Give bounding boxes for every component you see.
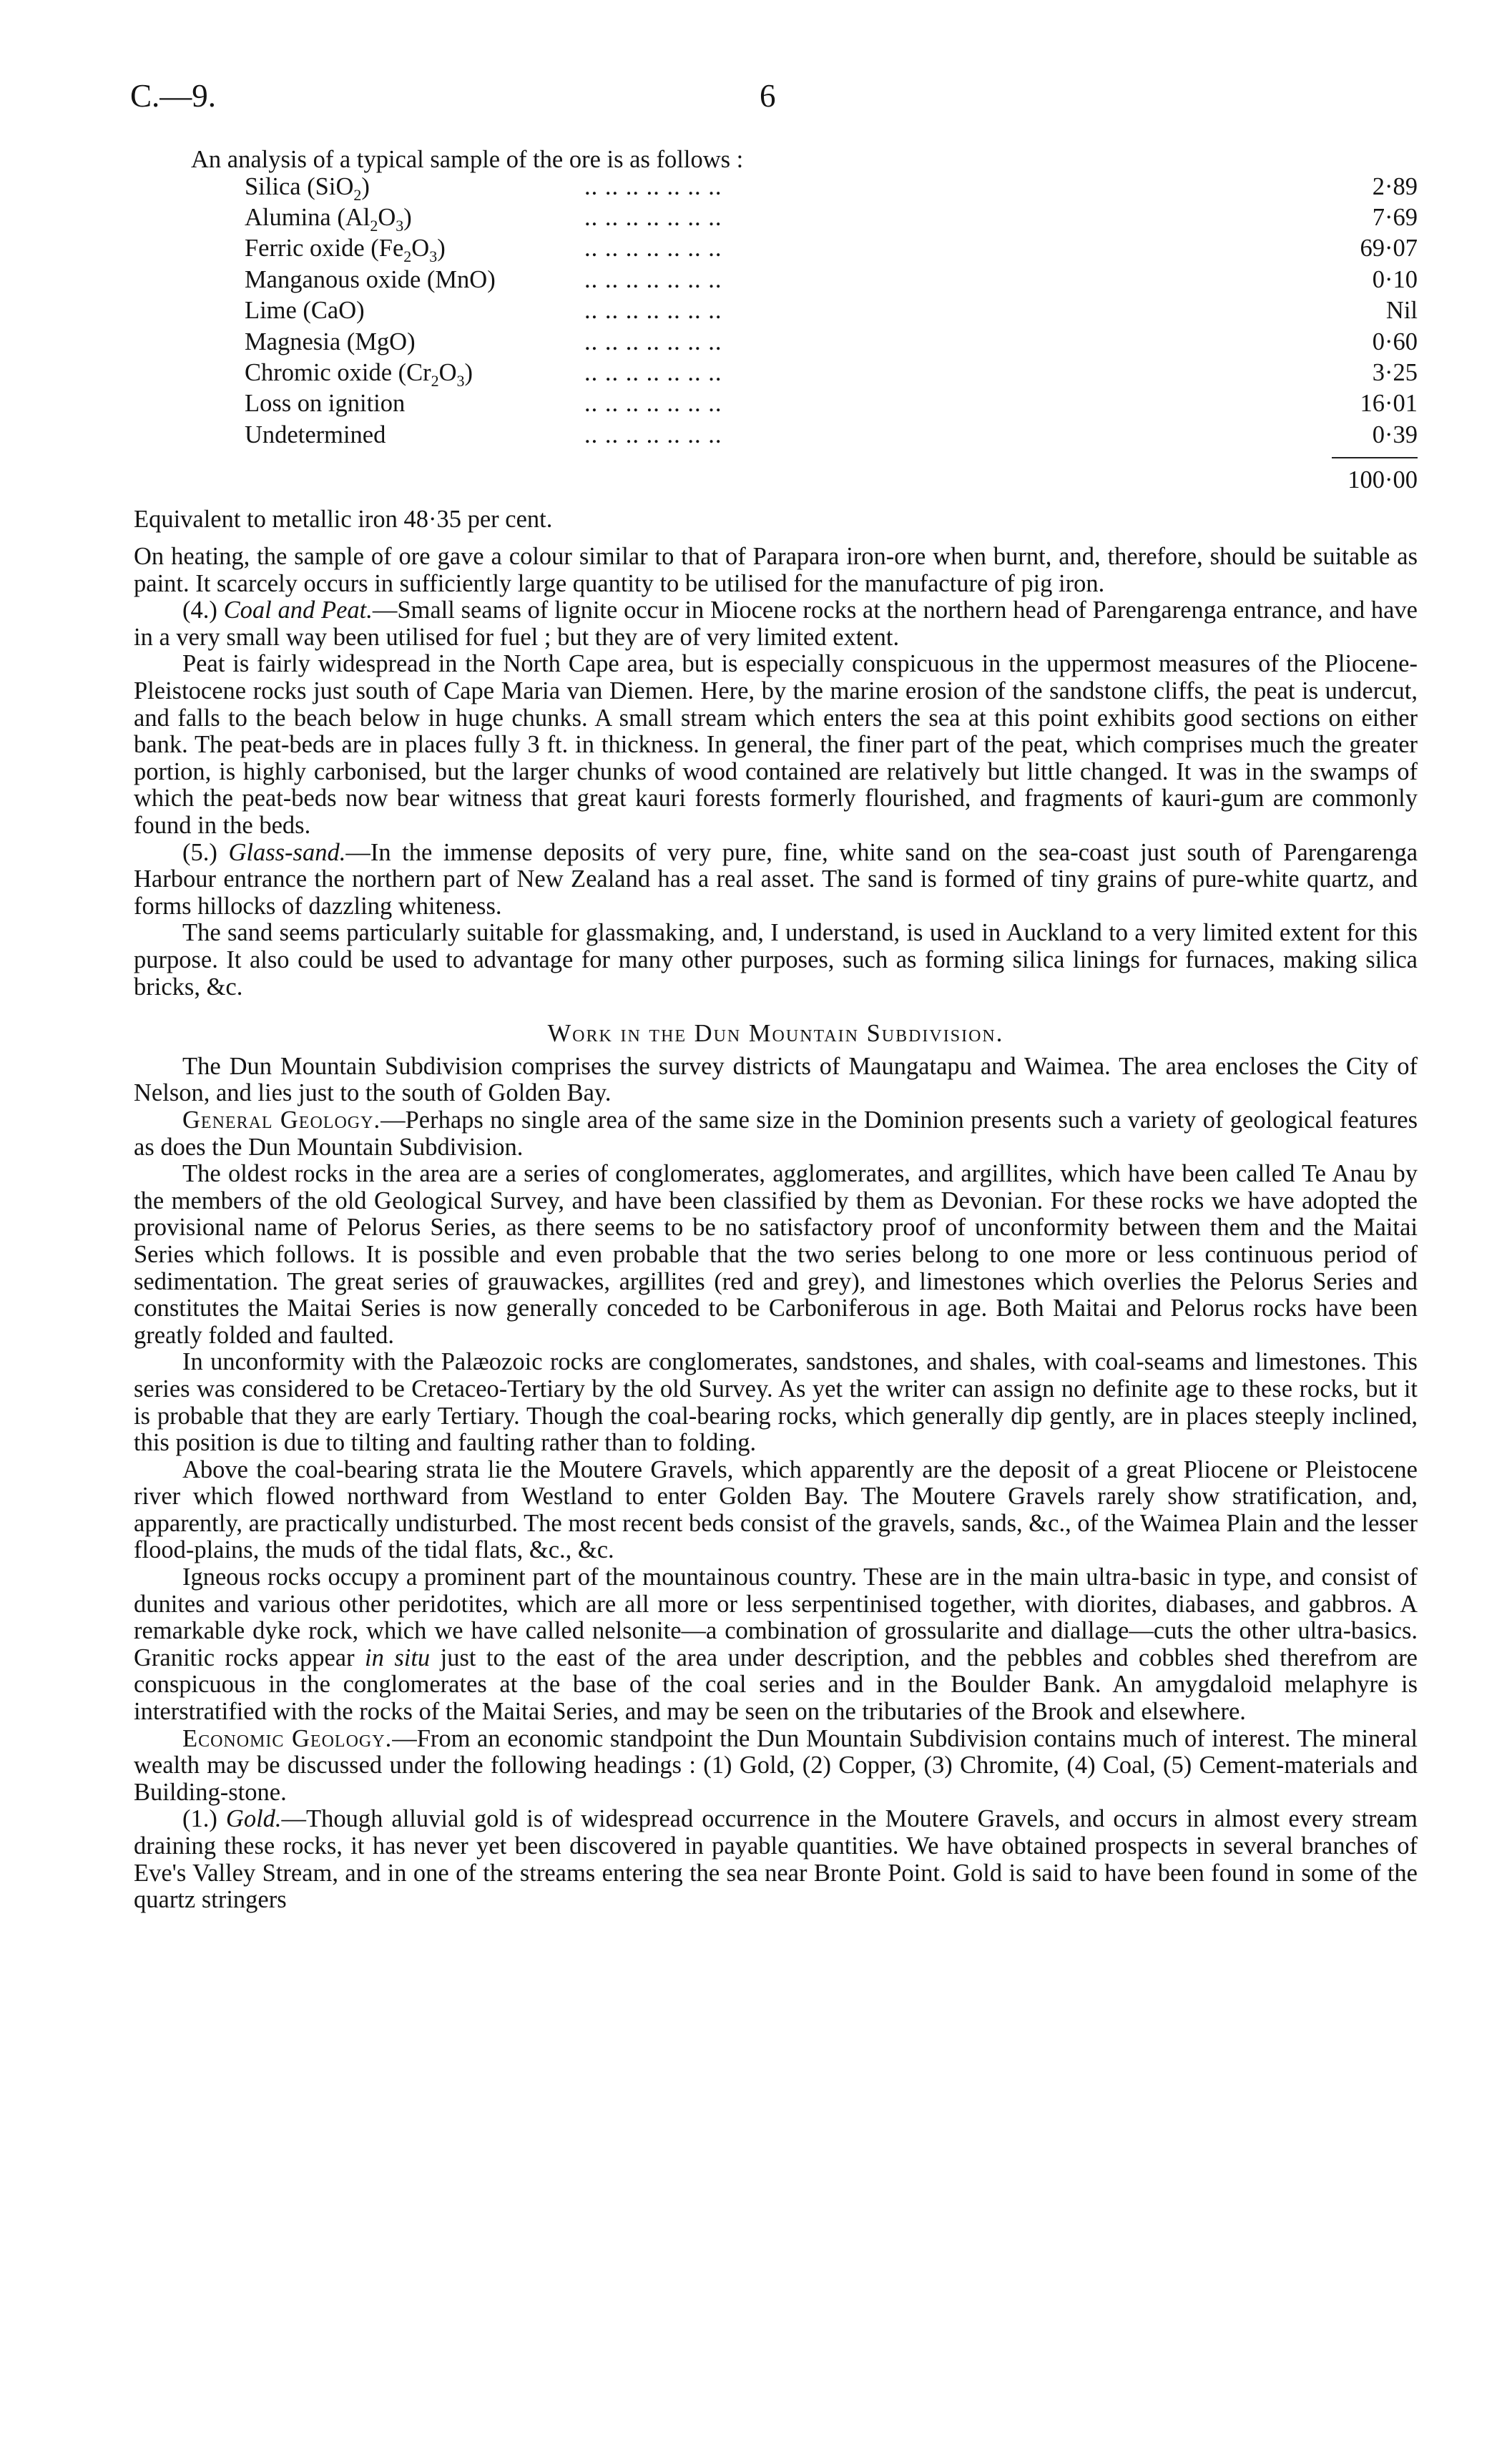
paragraph-coal: (4.) Coal and Peat.—Small seams of lignite occur in Miocene rocks at the northern head of Parengarenga entrance, and have in a very small way been utilised for fuel ; but they are of very limited extent. bbox=[134, 596, 1418, 651]
row-label: Undetermined bbox=[245, 421, 386, 448]
paragraph-general-geology: General Geology.—Perhaps no single area of the same size in the Dominion presents such a variety of geological features as does the Dun Mountain Subdivision. bbox=[134, 1106, 1418, 1161]
table-row bbox=[245, 205, 1418, 235]
leader-dots: .. .. .. .. .. .. .. bbox=[584, 172, 722, 200]
paragraph-unconformity: In unconformity with the Palæozoic rocks are conglomerates, sandstones, and shales, with coal-seams and limestones. This series was considered to be Cretaceo-Tertiary by the old Survey. As yet the writer can assign no definite age to these rocks, but it is probable that they are early Tertiary. Though the coal-bearing rocks, which generally dip gently, are in places steeply inclined, this position is due to tilting and faulting rather than to folding. bbox=[134, 1348, 1418, 1457]
leader-dots: .. .. .. .. .. .. .. bbox=[584, 390, 722, 418]
table-row bbox=[245, 422, 1418, 453]
table-row bbox=[245, 267, 1418, 298]
row-value: 3·25 bbox=[1372, 358, 1418, 386]
paragraph-economic-geology: Economic Geology.—From an economic standpoint the Dun Mountain Subdivision contains much of interest. The mineral wealth may be discussed under the following headings : (1) Gold, (2) Copper, (3) Chromite, (4) Coal, (5) Cement-materials and Building-stone. bbox=[134, 1724, 1418, 1806]
row-label: Silica (SiO$_2$) bbox=[245, 172, 370, 204]
paragraph-dun: The Dun Mountain Subdivision comprises the survey districts of Maungatapu and Waimea. The area encloses the City of Nelson, and lies just to the south of Golden Bay. bbox=[134, 1052, 1418, 1107]
paragraph-sand: The sand seems particularly suitable for glassmaking, and, I understand, is used in Auckland to a very limited extent for this purpose. It also could be used to advantage for many other purposes, such as forming silica linings for furnaces, making silica bricks, &c. bbox=[134, 919, 1418, 1001]
row-label: Chromic oxide $(Cr_2O_3)$ bbox=[245, 358, 473, 390]
table-row bbox=[245, 235, 1418, 266]
row-value: 16·01 bbox=[1360, 390, 1418, 418]
row-label: Manganous oxide (MnO) bbox=[245, 265, 496, 293]
coal-heading: Coal and Peat. bbox=[223, 596, 373, 624]
row-label: Loss on ignition bbox=[245, 390, 406, 418]
table-row bbox=[245, 298, 1418, 328]
total-row bbox=[245, 453, 1418, 506]
table-row bbox=[245, 391, 1418, 421]
table-row bbox=[245, 174, 1418, 205]
paragraph-moutere: Above the coal-bearing strata lie the Moutere Gravels, which apparently are the deposit of a great Pliocene or Pleistocene river which flowed northward from Westland to enter Golden Bay. The Moutere Gravels rarely show stratification, and, apparently, are practically undisturbed. The most recent beds consist of the gravels, sands, &c., of the Waimea Plain and the lesser flood-plains, the muds of the tidal flats, &c., &c. bbox=[134, 1455, 1418, 1564]
row-label: Alumina $(Al_2O_3)$ bbox=[245, 203, 412, 235]
row-value: 0·10 bbox=[1372, 265, 1418, 293]
row-value: 7·69 bbox=[1372, 203, 1418, 231]
analysis-table bbox=[245, 174, 1418, 507]
paragraph-heating: On heating, the sample of ore gave a colour similar to that of Parapara iron-ore when burnt, and, therefore, should be suitable as paint. It scarcely occurs in sufficiently large quantity to be utilised for the manufacture of pig iron. bbox=[134, 543, 1418, 597]
general-geology-heading: General Geology. bbox=[182, 1106, 381, 1134]
page-body bbox=[134, 147, 1418, 1914]
row-value: 0·60 bbox=[1372, 328, 1418, 355]
row-value: 69·07 bbox=[1360, 235, 1418, 262]
row-label: Magnesia (MgO) bbox=[245, 328, 416, 355]
leader-dots: .. .. .. .. .. .. .. bbox=[584, 265, 722, 293]
row-value: 0·39 bbox=[1372, 421, 1418, 448]
section-heading: Work in the Dun Mountain Subdivision. bbox=[547, 1020, 1004, 1048]
row-value: 2·89 bbox=[1372, 172, 1418, 200]
leader-dots: .. .. .. .. .. .. .. bbox=[584, 421, 722, 448]
paragraph-gold: (1.) Gold.—Though alluvial gold is of widespread occurrence in the Moutere Gravels, and occurs in almost every stream draining these rocks, it has never yet been discovered in payable quantities. We have obtained prospects in several branches of Eve's Valley Stream, and in one of the streams entering the sea near Bronte Point. Gold is said to have been found in some of the quartz stringers bbox=[134, 1805, 1418, 1914]
paragraph-igneous: Igneous rocks occupy a prominent part of the mountainous country. These are in the main ultra-basic in type, and consist of dunites and various other peridotites, which are all more or less serpentinised together, with diorites, diabases, and gabbros. A remarkable dyke rock, which we have called nelsonite—a combination of grossularite and diallage—cuts the other ultra-basics. Granitic rocks appear in situ just to the east of the area under description, and the pebbles and cobbles shed therefrom are conspicuous in the conglomerates at the base of the coal series and in the Boulder Bank. An amygdaloid melaphyre is interstratified with the rocks of the Maitai Series, and may be seen on the tributaries of the Brook and elsewhere. bbox=[134, 1563, 1418, 1726]
document-reference: C.—9. bbox=[130, 78, 217, 114]
economic-geology-heading: Economic Geology. bbox=[182, 1724, 393, 1752]
leader-dots: .. .. .. .. .. .. .. bbox=[584, 203, 722, 231]
paragraph-peat: Peat is fairly widespread in the North Cape area, but is especially conspicuous in the uppermost measures of the Pliocene-Pleistocene rocks just south of Cape Maria van Diemen. Here, by the marine erosion of the sandstone cliffs, the peat is undercut, and falls to the beach below in huge chunks. A small stream which enters the sea at this point exhibits good sections on either bank. The peat-beds are in places fully 3 ft. in thickness. In general, the finer part of the peat, which comprises much the greater portion, is highly carbonised, but the larger chunks of wood contained are relatively but little changed. It was in the swamps of which the peat-beds now bear witness that great kauri forests formerly flourished, and fragments of kauri-gum are commonly found in the beds. bbox=[134, 650, 1418, 840]
analysis-intro: An analysis of a typical sample of the ore is as follows : bbox=[191, 146, 744, 173]
total-value: 100·00 bbox=[1347, 466, 1418, 494]
leader-dots: .. .. .. .. .. .. .. bbox=[584, 358, 722, 386]
page-header bbox=[130, 77, 1403, 134]
leader-dots: .. .. .. .. .. .. .. bbox=[584, 328, 722, 355]
leader-dots: .. .. .. .. .. .. .. bbox=[584, 297, 722, 325]
total-rule bbox=[1332, 457, 1418, 458]
equivalent-line: Equivalent to metallic iron 48·35 per cent. bbox=[134, 506, 553, 534]
gold-heading: Gold. bbox=[225, 1805, 282, 1833]
table-row bbox=[245, 329, 1418, 360]
paragraph-glass: (5.) Glass-sand.—In the immense deposits of very pure, fine, white sand on the sea-coast just south of Parengarenga Harbour entrance the northern part of New Zealand has a real asset. The sand is formed of tiny grains of pure-white quartz, and forms hillocks of dazzling whiteness. bbox=[134, 838, 1418, 920]
glass-heading: Glass-sand. bbox=[228, 838, 346, 866]
leader-dots: .. .. .. .. .. .. .. bbox=[584, 235, 722, 262]
row-label: Lime (CaO) bbox=[245, 297, 365, 325]
row-value: Nil bbox=[1385, 297, 1418, 325]
row-label: Ferric oxide $(Fe_2O_3)$ bbox=[245, 235, 446, 266]
paragraph-oldest-rocks: The oldest rocks in the area are a series of conglomerates, agglomerates, and argillites, which have been called Te Anau by the members of the old Geological Survey, and have been classified by them as Devonian. For these rocks we have adopted the provisional name of Pelorus Series, as there seems to be no satisfactory proof of unconformity between them and the Maitai Series which follows. It is possible and even probable that the two series belong to one more or less continuous period of sedimentation. The great series of grauwackes, argillites (red and grey), and limestones which overlies the Pelorus Series and constitutes the Maitai Series is now generally conceded to be Carboniferous in age. Both Maitai and Pelorus rocks have been greatly folded and faulted. bbox=[134, 1160, 1418, 1349]
page-number: 6 bbox=[760, 78, 776, 114]
table-row bbox=[245, 360, 1418, 391]
